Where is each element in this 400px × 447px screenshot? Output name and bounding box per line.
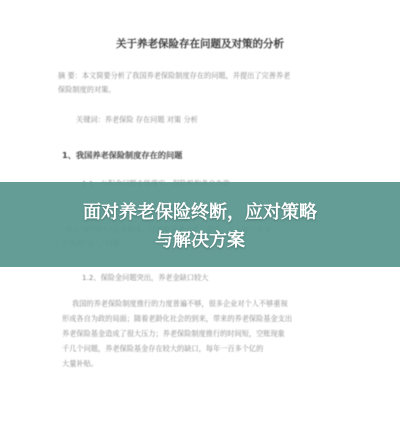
paragraph-line-1: 我国的养老保险制度推行的力度普遍不够，很多企业对个人不够重视 xyxy=(72,299,288,308)
keywords-line: 关键词：养老保险 存在问题 对策 分析 xyxy=(76,115,198,124)
headline-line-2: 与解决方案 xyxy=(155,230,245,251)
paragraph-line-3: 养老保险基金造成了很大压力；养老保险制度推行的时间短，空账现象 xyxy=(62,329,285,338)
item-1-2: 1.2、保险金问题突出，养老金缺口较大 xyxy=(82,273,209,282)
document-title: 关于养老保险存在问题及对策的分析 xyxy=(116,38,284,50)
abstract-line-2: 保险制度的对策。 xyxy=(58,85,116,94)
paragraph-line-4: 千几个问题，养老保险基金存在较大的缺口，每年一百多个亿的 xyxy=(62,344,264,353)
headline-line-1: 面对养老保险终断，应对策略 xyxy=(83,202,317,223)
headline-banner xyxy=(0,182,400,267)
paragraph-line-2: 形成各自为政的局面；随着老龄化社会的到来，带来的养老保险基金支出 xyxy=(62,314,293,323)
paragraph-line-5: 大量补贴。 xyxy=(62,359,98,368)
section-1-heading: 1、我国养老保险制度存在的问题 xyxy=(62,150,183,160)
abstract-line-1: 摘 要：本文简要分析了我国养老保险制度存在的问题，并提出了完善养老 xyxy=(58,71,291,80)
